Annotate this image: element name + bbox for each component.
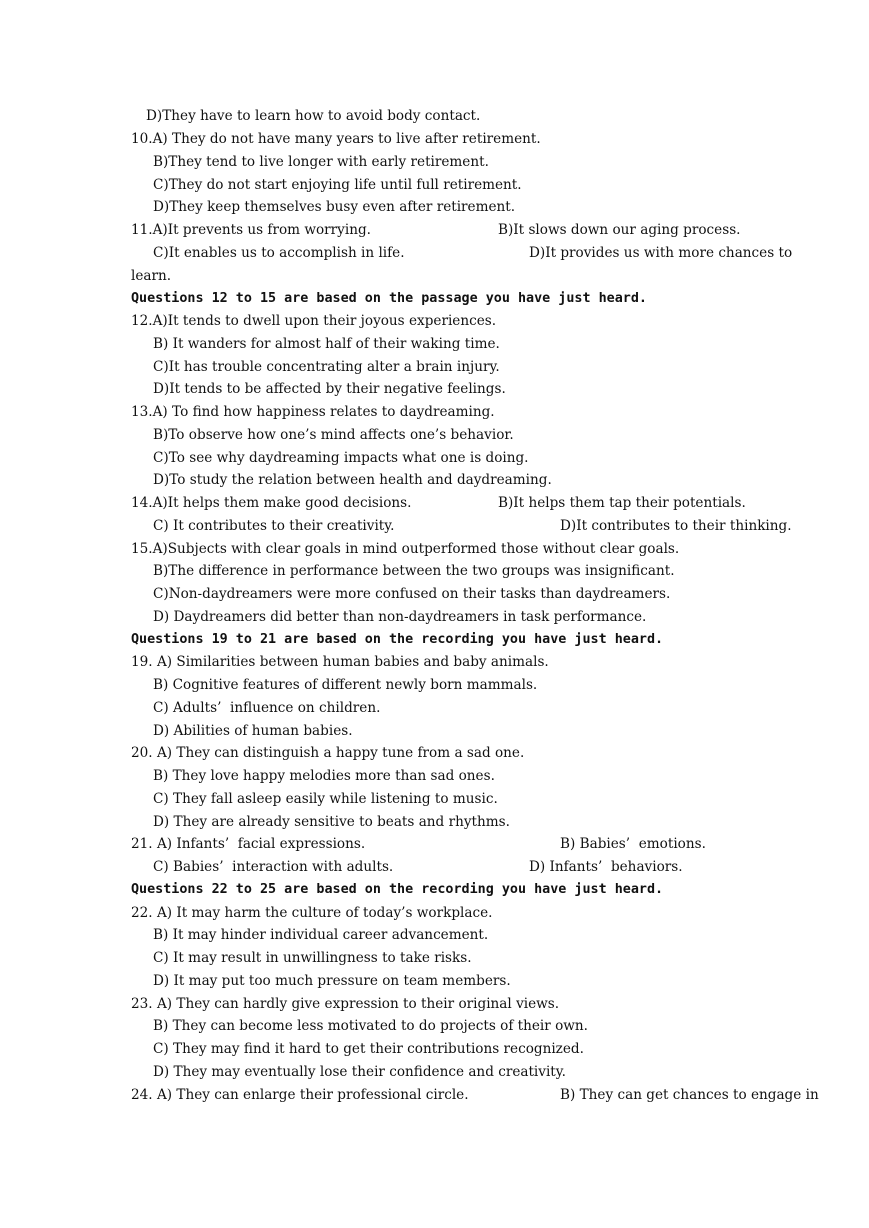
document-page: D)They have to learn how to avoid body contact. 10.A) They do not have many years to live after retirement. B)They tend to live longer with early retirement. C)They do not start enjoying life until full retirement. D)They keep themselves busy even after retirement. 11.A)It prevents us from worrying. B)It slows down our aging process. C)It enables us to accomplish in life. D)It provides us with more chances to learn. Questions 12 to 15 are based on the passage you have just heard. 12.A)It tends to dwell upon their joyous experiences. B) It wanders for almost half of their waking time. C)It has trouble concentrating alter a brain injury. D)It tends to be affected by their negative feelings. 13.A) To find how happiness relates to daydreaming. B)To observe how one’s mind affects one’s behavior. C)To see why daydreaming impacts what one is doing. D)To study the relation between health and daydreaming. 14.A)It helps them make good decisions. B)It helps them tap their potentials. C) It contributes to their creativity. D)It contributes to their thinking. 15.A)Subjects with clear goals in mind outperformed those without clear goals. B)The difference in performance between the two groups was insignificant. C)Non-daydreamers were more confused on their tasks than daydreamers. D) Daydreamers did better than non-daydreamers in task performance. Questions 19 to 21 are based on the recording you have just heard. 19. A) Similarities between human babies and baby animals. B) Cognitive features of different newly born mammals. C) Adults’ influence on children. D) Abilities of human babies. 20. A) They can distinguish a happy tune from a sad one. B) They love happy melodies more than sad ones. C) They fall asleep easily while listening to music. D) They are already sensitive to beats and rhythms. 21. A) Infants’ facial expressions. B) Babies’ emotions. C) Babies’ interaction with adults. D) Infants’ behaviors. Questions 22 to 25 are based on the recording you have just heard. 22. A) It may harm the culture of today’s workplace. B) It may hinder individual career advancement. C) It may result in unwillingness to take risks. D) It may put too much pressure on team members. 23. A) They can hardly give expression to their original views. B) They can become less motivated to do projects of their own. C) They may find it hard to get their contributions recognized. D) They may eventually lose their confidence and creativity. 24. A) They can enlarge their professional circle. B) They can get chances to engage in: [0, 0, 869, 1228]
text-line: C)It enables us to accomplish in life. D)It provides us with more chances to: [153, 245, 793, 261]
text-line: 11.A)It prevents us from worrying. B)It slows down our aging process.: [131, 222, 741, 238]
text-line: C) It contributes to their creativity. D)It contributes to their thinking.: [153, 518, 792, 534]
text-line: 21. A) Infants’ facial expressions. B) Babies’ emotions.: [131, 836, 706, 852]
text-line: C) Babies’ interaction with adults. D) Infants’ behaviors.: [153, 859, 683, 875]
text-line: 14.A)It helps them make good decisions. B)It helps them tap their potentials.: [131, 495, 746, 511]
text-line: 24. A) They can enlarge their professional circle. B) They can get chances to engage in: [131, 1087, 819, 1103]
